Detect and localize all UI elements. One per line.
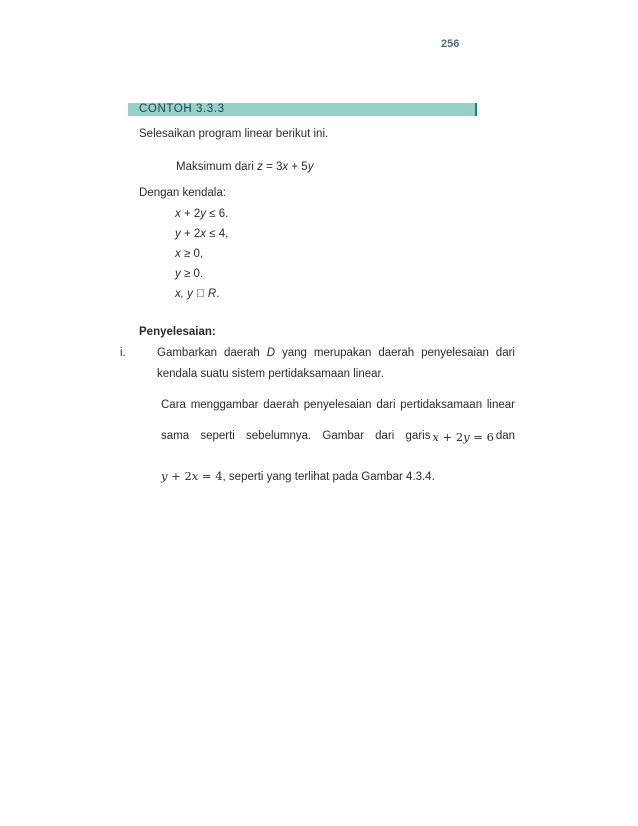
paragraph-line-2 <box>161 430 515 444</box>
step-marker: i. <box>120 347 126 359</box>
line-equation-1: x + 2y = 6 <box>432 430 494 444</box>
example-banner <box>128 103 477 116</box>
constraint-1: x + 2y ≤ 6. <box>175 208 229 220</box>
constraint-4: y ≥ 0. <box>175 268 204 280</box>
constraint-2: y + 2x ≤ 4, <box>175 228 229 240</box>
step-line-1: Gambarkan daerah D yang merupakan daerah penyelesaian dari <box>157 347 515 359</box>
example-intro: Selesaikan program linear berikut ini. <box>139 128 329 140</box>
solution-heading: Penyelesaian: <box>139 326 216 338</box>
step-line-2: kendala suatu sistem pertidaksamaan linear. <box>157 368 384 380</box>
paragraph-line-1: Cara menggambar daerah penyelesaian dari pertidaksamaan linear <box>161 399 515 411</box>
paragraph-line-3: y + 2x = 4, seperti yang terlihat pada Gambar 4.3.4. <box>161 469 435 483</box>
constraint-3: x ≥ 0, <box>175 248 204 260</box>
constraint-5: x, y R. <box>175 288 208 300</box>
example-title: CONTOH 3.3.3 <box>139 103 225 115</box>
page-number: 256 <box>441 38 460 50</box>
line-equation-2: y + 2x = 4 <box>161 469 223 483</box>
paragraph-line-2-text: sama seperti sebelumnya. Gambar dari garis <box>161 430 431 442</box>
paragraph-line-2-end: dan <box>495 430 515 442</box>
constraints-label: Dengan kendala: <box>139 187 226 199</box>
objective-function: Maksimum dari z = 3x + 5y <box>176 161 314 173</box>
